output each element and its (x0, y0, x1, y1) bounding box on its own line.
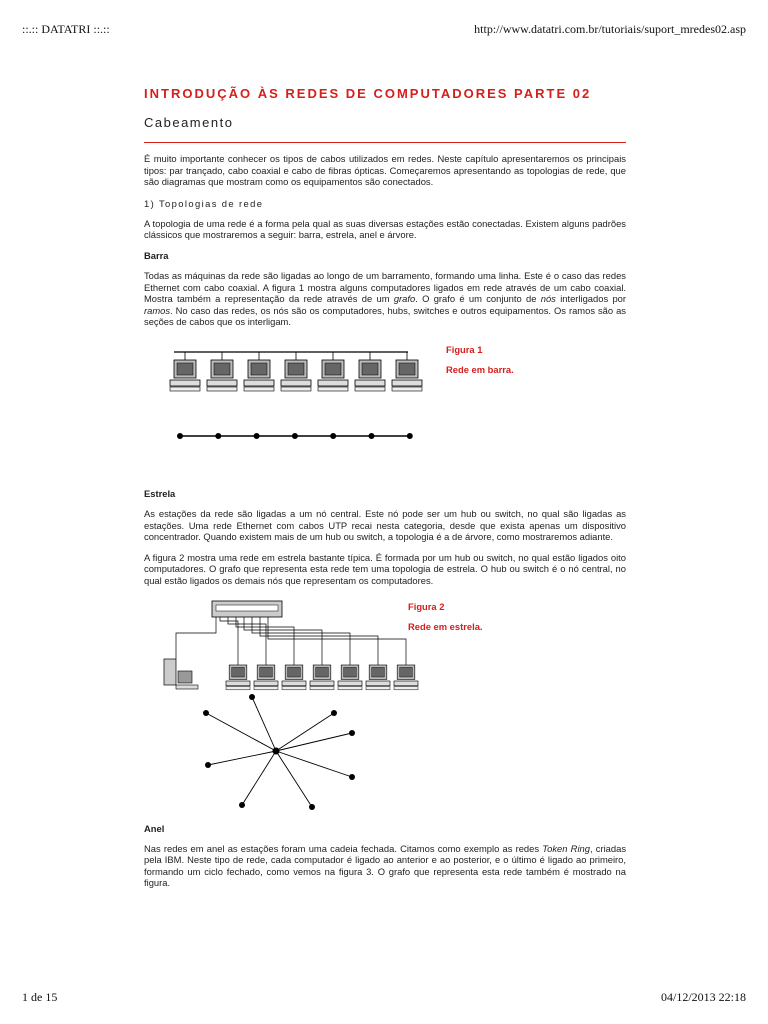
graph-edge (276, 751, 312, 807)
text-run: , criadas pela IBM. Neste tipo de rede, cada computador é ligado ao anterior e ao posterior, e o último é ligado ao primeiro, formando um ciclo fechado, como vemos na figura 3. O grafo que representa esta rede também é mostrado na figura. (144, 842, 626, 889)
bus-network-illustration (154, 336, 434, 488)
graph-node (205, 762, 211, 768)
graph-node (249, 694, 255, 700)
utp-cable (268, 617, 406, 665)
graph-node (349, 730, 355, 736)
graph-edge (276, 751, 352, 777)
figure-2-label: Figura 2 (408, 600, 445, 612)
star-network-illustration (156, 595, 436, 817)
graph-edge (276, 713, 334, 751)
figure-1 (144, 336, 626, 488)
figure-2-caption: Rede em estrela. (408, 620, 483, 632)
graph-node (239, 802, 245, 808)
page-url[interactable]: http://www.datatri.com.br/tutoriais/suport_mredes02.asp (474, 22, 746, 36)
graph-edge (206, 713, 276, 751)
bus-computers (170, 352, 422, 391)
star-computers (164, 659, 418, 690)
computer-icon (355, 360, 385, 391)
graph-node (369, 433, 375, 439)
paragraph-barra (144, 270, 626, 328)
graph-edge (276, 733, 352, 751)
computer-icon (254, 665, 278, 690)
graph-edge (208, 751, 276, 765)
graph-central-node (273, 747, 280, 754)
graph-node (292, 433, 298, 439)
laptop-icon (164, 659, 198, 689)
text-run: Nas redes em anel as estações foram uma cadeia fechada. Citamos como exemplo as redes (144, 842, 540, 854)
text-run: . O grafo é um conjunto de (415, 293, 537, 305)
utp-cable (252, 617, 350, 665)
star-graph (203, 694, 355, 810)
graph-node (309, 804, 315, 810)
graph-node (203, 710, 209, 716)
graph-node (331, 710, 337, 716)
title-divider (144, 142, 626, 143)
computer-icon (281, 360, 311, 391)
text-run: Todas as máquinas da rede são ligadas ao longo de um barramento, formando uma linha. Este é o caso das redes Ethernet com cabo coaxial. A figura 1 mostra alguns computadores ligados em rede através de um cabo coaxial. Mostra também a representação da rede através de um (144, 269, 626, 305)
graph-node (177, 433, 183, 439)
computer-icon (244, 360, 274, 391)
graph-node (330, 433, 336, 439)
paragraph-estrela-2: A figura 2 mostra uma rede em estrela bastante típica. É formada por um hub ou switch, no qual estão ligados oito computadores. O grafo que representa esta rede tem uma topologia de estrela. O hub ou switch é o nó central, no qual estão ligados os demais nós que representam os computadores. (144, 551, 626, 586)
graph-node (349, 774, 355, 780)
article (144, 86, 626, 889)
article-title: INTRODUÇÃO ÀS REDES DE COMPUTADORES PARTE 02 (144, 86, 592, 101)
figure-1-caption: Rede em barra. (446, 363, 514, 375)
utp-cable (260, 617, 378, 665)
computer-icon (207, 360, 237, 391)
utp-cable (176, 617, 216, 659)
text-run: . No caso das redes, os nós são os computadores, hubs, switches e outros equipamentos. Os ramos são as seções de cabos que os interligam. (144, 304, 626, 328)
computer-icon (318, 360, 348, 391)
heading-anel: Anel (144, 822, 165, 834)
graph-node (407, 433, 413, 439)
computer-icon (394, 665, 418, 690)
graph-node (254, 433, 260, 439)
page-number: 1 de 15 (22, 990, 58, 1004)
text-emphasis: ramos (144, 304, 171, 316)
heading-barra: Barra (144, 249, 169, 261)
section-paragraph-topologias: A topologia de uma rede é a forma pela qual as suas diversas estações estão conectadas. Existem alguns padrões clássicos que mostraremos a seguir: barra, estrela, anel e árvore. (144, 217, 626, 241)
star-hub (212, 601, 282, 617)
computer-icon (170, 360, 200, 391)
article-subtitle: Cabeamento (144, 115, 234, 130)
paragraph-estrela-1: As estações da rede são ligadas a um nó central. Este nó pode ser um hub ou switch, no qual são ligadas as estações. Uma rede Ethernet com cabos UTP recai nesta categoria, desde que exista apenas um dispositivo concentrador. Quando existem mais de um hub ou switch, a topologia é a de árvore, como mostraremos adiante. (144, 507, 626, 543)
figure-2 (144, 595, 626, 817)
section-heading-topologias: 1) Topologias de rede (144, 197, 264, 209)
graph-edge (252, 697, 276, 751)
print-datetime: 04/12/2013 22:18 (660, 990, 746, 1004)
computer-icon (310, 665, 334, 690)
computer-icon (282, 665, 306, 690)
graph-edge (242, 751, 276, 805)
heading-estrela: Estrela (144, 487, 176, 499)
computer-icon (338, 665, 362, 690)
text-emphasis: Token Ring (542, 842, 590, 854)
intro-paragraph: É muito importante conhecer os tipos de cabos utilizados em redes. Neste capítulo apresentaremos os principais tipos: par trançado, cabo coaxial e cabo de fibras ópticas. Começaremos apresentando as topologias de rede, que são diagramas que mostram como os equipamentos são conectados. (144, 153, 626, 188)
text-run: interligados por (560, 293, 626, 305)
computer-icon (392, 360, 422, 391)
text-emphasis: nós (540, 293, 556, 305)
paragraph-anel (144, 843, 626, 889)
graph-node (215, 433, 221, 439)
figure-1-label: Figura 1 (446, 343, 483, 355)
star-cables (176, 617, 406, 665)
computer-icon (226, 665, 250, 690)
site-title: ::.:: DATATRI ::.:: (22, 22, 110, 36)
computer-icon (366, 665, 390, 690)
text-emphasis: grafo (393, 293, 416, 305)
